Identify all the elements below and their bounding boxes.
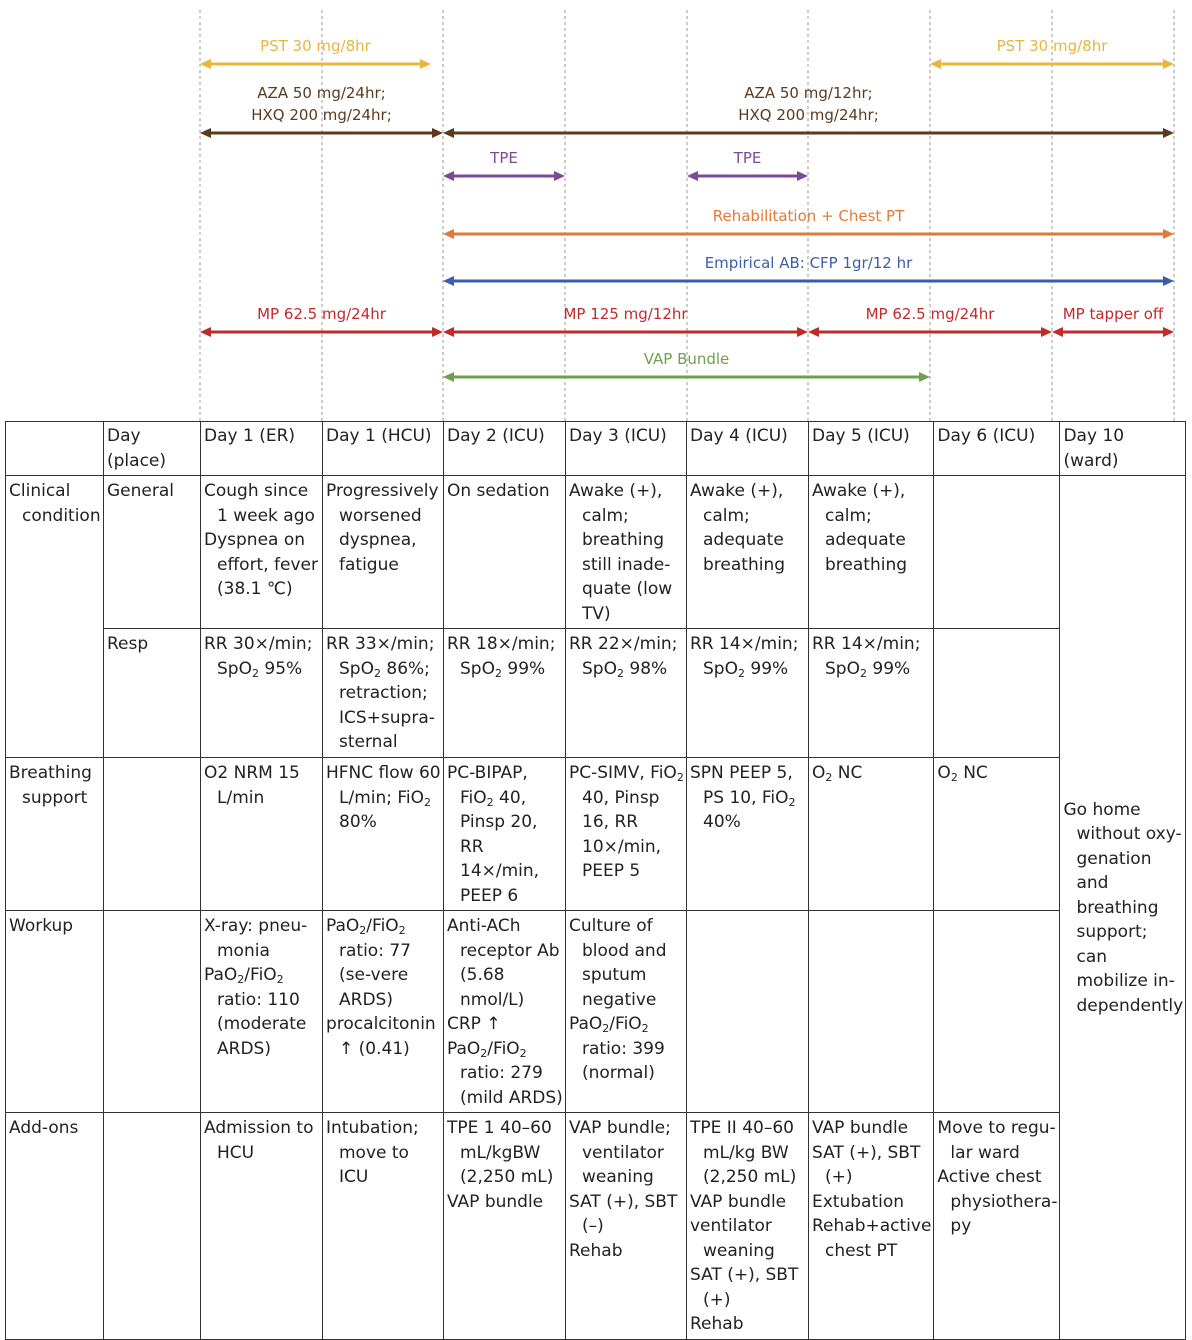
arrowhead-left-mp-4 [1052, 327, 1063, 337]
workup-cell-day2: Anti-ACh receptor Ab (5.68 nmol/L) CRP ↑ PaO$_2$/FiO$_2$ ratio: 279 (mild ARDS) [444, 911, 566, 1113]
addons-cell-day3: VAP bundle; ventilator weaning SAT (+), SBT (–) Rehab [566, 1113, 687, 1340]
row-sublabel-general: General [104, 476, 201, 629]
arrowhead-right-mp-3 [1041, 327, 1052, 337]
bar-label-aza-1: HXQ 200 mg/24hr; [251, 106, 392, 124]
resp-cell-day1-er: RR 30×/min; SpO$_2$ 95% [201, 629, 323, 758]
general-cell-day6 [934, 476, 1060, 629]
addons-cell-day5: VAP bundle SAT (+), SBT (+) Extubation Rehab+active chest PT [809, 1113, 934, 1340]
arrowhead-right-antibiotic [1163, 276, 1174, 286]
arrowhead-right-aza-1 [432, 128, 443, 138]
breathing-cell-day1-hcu: HFNC flow 60 L/min; FiO$_2$ 80% [323, 758, 444, 911]
addons-cell-day1-hcu: Intubation; move to ICU [323, 1113, 444, 1340]
bar-label-mp-4: MP tapper off [1062, 305, 1164, 323]
row-label-addons: Add-ons [6, 1113, 104, 1340]
workup-cell-day6 [934, 911, 1060, 1113]
general-cell-day5: Awake (+), calm; adequate breathing [809, 476, 934, 629]
header-cell-day-place: Day (place) [104, 422, 201, 476]
general-cell-day4: Awake (+), calm; adequate breathing [687, 476, 809, 629]
bar-label-mp-1: MP 62.5 mg/24hr [257, 305, 386, 323]
resp-cell-day4: RR 14×/min; SpO$_2$ 99% [687, 629, 809, 758]
bar-label-tpe-2: TPE [733, 149, 762, 167]
bar-label-pst-1: PST 30 mg/8hr [260, 37, 371, 55]
general-cell-day2: On sedation [444, 476, 566, 629]
ward-cell-day10: Go home without oxy-genation and breathing support; can mobilize in-dependently [1060, 476, 1186, 1340]
arrowhead-left-tpe-2 [687, 171, 698, 181]
row-sublabel-resp: Resp [104, 629, 201, 758]
arrowhead-right-mp-2 [797, 327, 808, 337]
treatment-timeline [0, 0, 1192, 421]
table-row-general [6, 476, 1186, 629]
addons-cell-place [104, 1113, 201, 1340]
clinical-course-table [5, 421, 1186, 1340]
arrowhead-right-tpe-1 [554, 171, 565, 181]
arrowhead-left-pst-2 [930, 59, 941, 69]
header-cell-day6-icu: Day 6 (ICU) [934, 422, 1060, 476]
breathing-cell-day2: PC-BIPAP, FiO$_2$ 40, Pinsp 20, RR 14×/min, PEEP 6 [444, 758, 566, 911]
bar-label-tpe-1: TPE [490, 149, 518, 167]
arrowhead-right-vap [919, 372, 930, 382]
arrowhead-left-pst-1 [200, 59, 211, 69]
resp-cell-day5: RR 14×/min; SpO$_2$ 99% [809, 629, 934, 758]
breathing-cell-day5: $O_2$ NC [809, 758, 934, 911]
row-label-breathing-support: Breathing support [6, 758, 104, 911]
bar-label-pst-2: PST 30 mg/8hr [996, 37, 1108, 55]
table-header-row [6, 422, 1186, 476]
arrowhead-left-mp-1 [200, 327, 211, 337]
breathing-cell-day6: $O_2$ NC [934, 758, 1060, 911]
arrowhead-right-mp-1 [432, 327, 443, 337]
resp-cell-day6 [934, 629, 1060, 758]
workup-cell-day4 [687, 911, 809, 1113]
addons-cell-day1-er: Admission to HCU [201, 1113, 323, 1340]
header-cell-day10-ward: Day 10 (ward) [1060, 422, 1186, 476]
header-cell-day3-icu: Day 3 (ICU) [566, 422, 687, 476]
workup-cell-day3: Culture of blood and sputum negative PaO$_2$/FiO$_2$ ratio: 399 (normal) [566, 911, 687, 1113]
breathing-cell-place [104, 758, 201, 911]
resp-cell-day1-hcu: RR 33×/min; SpO$_2$ 86%; retraction; ICS+supra-sternal [323, 629, 444, 758]
resp-cell-day3: RR 22×/min; SpO$_2$ 98% [566, 629, 687, 758]
workup-cell-place [104, 911, 201, 1113]
general-cell-day3: Awake (+), calm; breathing still inade-quate (low TV) [566, 476, 687, 629]
resp-cell-day2: RR 18×/min; SpO$_2$ 99% [444, 629, 566, 758]
workup-cell-day1-hcu: PaO$_2$/FiO$_2$ ratio: 77 (se-vere ARDS) procalcitonin ↑ (0.41) [323, 911, 444, 1113]
header-cell-empty [6, 422, 104, 476]
arrowhead-right-aza-2 [1163, 128, 1174, 138]
table-row-resp [6, 629, 1186, 758]
arrowhead-right-tpe-2 [797, 171, 808, 181]
arrowhead-right-pst-1 [420, 59, 431, 69]
bar-label-aza-2: HXQ 200 mg/24hr; [738, 106, 879, 124]
bar-label-aza-2: AZA 50 mg/12hr; [744, 84, 873, 102]
bar-label-mp-3: MP 62.5 mg/24hr [865, 305, 995, 323]
arrowhead-left-mp-2 [443, 327, 454, 337]
arrowhead-left-vap [443, 372, 454, 382]
arrowhead-right-mp-4 [1163, 327, 1174, 337]
breathing-cell-day3: PC-SIMV, FiO$_2$ 40, Pinsp 16, RR 10×/min, PEEP 5 [566, 758, 687, 911]
header-cell-day1-er: Day 1 (ER) [201, 422, 323, 476]
bar-label-antibiotic: Empirical AB: CFP 1gr/12 hr [704, 254, 913, 272]
arrowhead-left-tpe-1 [443, 171, 454, 181]
header-cell-day2-icu: Day 2 (ICU) [444, 422, 566, 476]
header-cell-day5-icu: Day 5 (ICU) [809, 422, 934, 476]
arrowhead-right-pst-2 [1163, 59, 1174, 69]
arrowhead-left-mp-3 [808, 327, 819, 337]
addons-cell-day6: Move to regu-lar ward Active chest physiothera-py [934, 1113, 1060, 1340]
breathing-cell-day4: SPN PEEP 5, PS 10, FiO$_2$ 40% [687, 758, 809, 911]
addons-cell-day4: TPE II 40–60 mL/kg BW (2,250 mL) VAP bundle ventilator weaning SAT (+), SBT (+) Rehab [687, 1113, 809, 1340]
workup-cell-day5 [809, 911, 934, 1113]
general-cell-day1-er: Cough since 1 week ago Dyspnea on effort, fever (38.1 ℃) [201, 476, 323, 629]
arrowhead-left-rehab [443, 229, 454, 239]
bar-label-rehab: Rehabilitation + Chest PT [712, 207, 905, 225]
bar-label-mp-2: MP 125 mg/12hr [563, 305, 688, 323]
header-cell-day1-hcu: Day 1 (HCU) [323, 422, 444, 476]
row-label-clinical-condition: Clinical condition [6, 476, 104, 758]
table-row-breathing-support [6, 758, 1186, 911]
arrowhead-left-aza-1 [200, 128, 211, 138]
workup-cell-day1-er: X-ray: pneu-monia PaO$_2$/FiO$_2$ ratio: 110 (moderate ARDS) [201, 911, 323, 1113]
addons-cell-day2: TPE 1 40–60 mL/kgBW (2,250 mL) VAP bundle [444, 1113, 566, 1340]
general-cell-day1-hcu: Progressively worsened dyspnea, fatigue [323, 476, 444, 629]
table-row-workup [6, 911, 1186, 1113]
header-cell-day4-icu: Day 4 (ICU) [687, 422, 809, 476]
arrowhead-left-antibiotic [443, 276, 454, 286]
bar-label-vap: VAP Bundle [643, 350, 730, 368]
arrowhead-left-aza-2 [443, 128, 454, 138]
arrowhead-right-rehab [1163, 229, 1174, 239]
breathing-cell-day1-er: O2 NRM 15 L/min [201, 758, 323, 911]
bar-label-aza-1: AZA 50 mg/24hr; [257, 84, 386, 102]
row-label-workup: Workup [6, 911, 104, 1113]
table-row-addons [6, 1113, 1186, 1340]
